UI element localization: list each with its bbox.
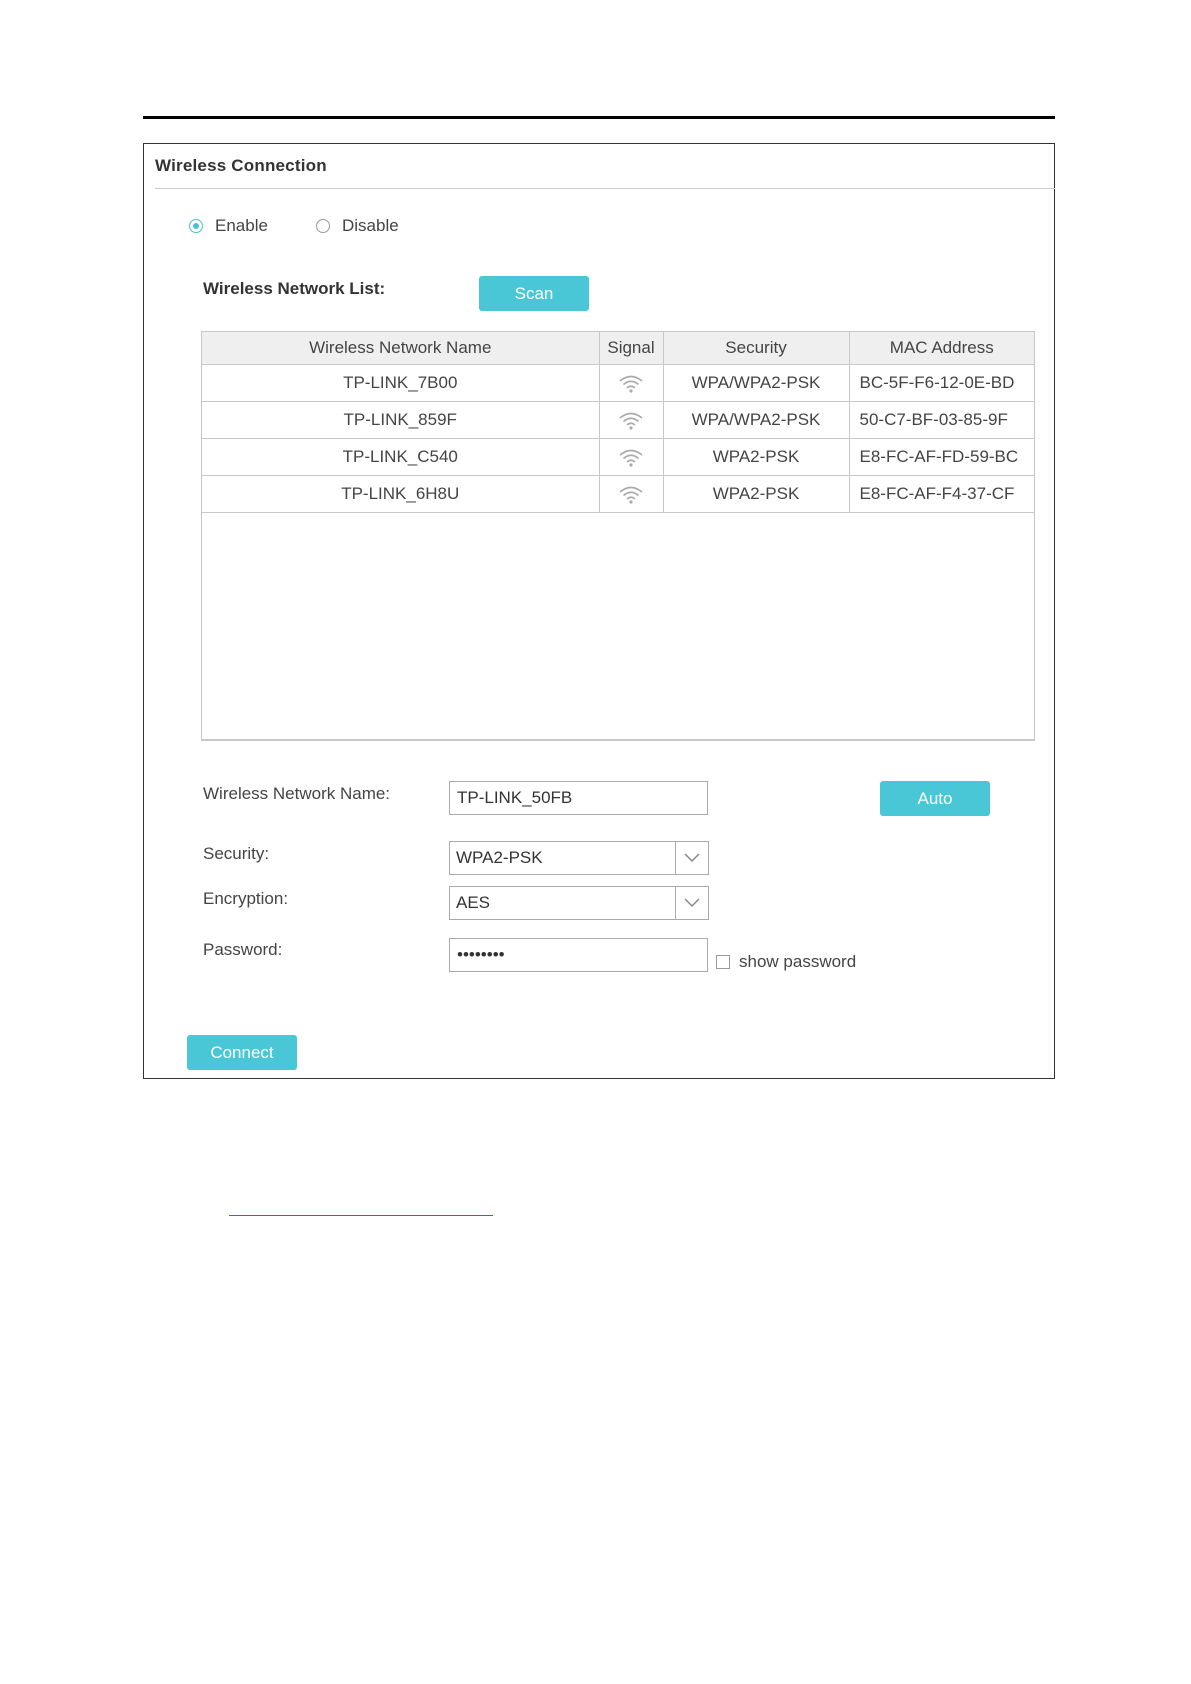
- signal-cell: [599, 402, 663, 439]
- wifi-signal-icon: [618, 373, 644, 393]
- security-selected-value: WPA2-PSK: [456, 848, 543, 867]
- column-header-security: Security: [663, 332, 849, 365]
- wifi-signal-icon: [618, 410, 644, 430]
- mac-cell: E8-FC-AF-FD-59-BC: [849, 439, 1034, 476]
- page-top-rule: [143, 116, 1055, 119]
- table-header-row: [202, 332, 1034, 365]
- security-cell: WPA/WPA2-PSK: [663, 402, 849, 439]
- show-password-checkbox[interactable]: [716, 955, 730, 969]
- encryption-select[interactable]: [449, 886, 709, 920]
- column-header-signal: Signal: [599, 332, 663, 365]
- footer-link-underline: [229, 1215, 493, 1216]
- disable-label: Disable: [342, 216, 399, 235]
- security-cell: WPA2-PSK: [663, 476, 849, 513]
- table-row[interactable]: [202, 365, 1034, 402]
- column-header-name: Wireless Network Name: [202, 332, 599, 365]
- security-select[interactable]: [449, 841, 709, 875]
- disable-radio-icon[interactable]: [316, 219, 330, 233]
- disable-radio-option[interactable]: [316, 216, 399, 236]
- table-row[interactable]: [202, 402, 1034, 439]
- chevron-down-icon[interactable]: [675, 842, 708, 874]
- network-list-table: [201, 331, 1035, 741]
- table-row[interactable]: [202, 476, 1034, 513]
- network-name-cell: TP-LINK_859F: [202, 402, 599, 439]
- security-cell: WPA/WPA2-PSK: [663, 365, 849, 402]
- mac-cell: E8-FC-AF-F4-37-CF: [849, 476, 1034, 513]
- signal-cell: [599, 365, 663, 402]
- encryption-selected-value: AES: [456, 893, 491, 912]
- wireless-connection-panel: [143, 143, 1055, 1079]
- enable-label: Enable: [215, 216, 268, 235]
- enable-radio-option[interactable]: [189, 216, 268, 236]
- connect-button[interactable]: Connect: [187, 1035, 297, 1070]
- password-input[interactable]: ••••••••: [449, 938, 708, 972]
- show-password-label: show password: [739, 952, 857, 971]
- security-cell: WPA2-PSK: [663, 439, 849, 476]
- ssid-label: Wireless Network Name:: [203, 784, 391, 803]
- wifi-signal-icon: [618, 447, 644, 467]
- network-list-label: Wireless Network List:: [203, 279, 386, 298]
- scan-button[interactable]: Scan: [479, 276, 589, 311]
- security-label: Security:: [203, 844, 270, 863]
- show-password-option[interactable]: [716, 952, 856, 972]
- chevron-down-icon[interactable]: [675, 887, 708, 919]
- password-label: Password:: [203, 940, 283, 959]
- title-divider: [155, 188, 1055, 189]
- wifi-signal-icon: [618, 484, 644, 504]
- network-name-cell: TP-LINK_6H8U: [202, 476, 599, 513]
- network-name-cell: TP-LINK_7B00: [202, 365, 599, 402]
- signal-cell: [599, 476, 663, 513]
- ssid-input[interactable]: [449, 781, 708, 815]
- table-row[interactable]: [202, 439, 1034, 476]
- signal-cell: [599, 439, 663, 476]
- panel-title: Wireless Connection: [155, 156, 327, 175]
- mac-cell: BC-5F-F6-12-0E-BD: [849, 365, 1034, 402]
- auto-button[interactable]: Auto: [880, 781, 990, 816]
- encryption-label: Encryption:: [203, 889, 289, 908]
- mac-cell: 50-C7-BF-03-85-9F: [849, 402, 1034, 439]
- enable-radio-icon[interactable]: [189, 219, 203, 233]
- network-name-cell: TP-LINK_C540: [202, 439, 599, 476]
- column-header-mac: MAC Address: [849, 332, 1034, 365]
